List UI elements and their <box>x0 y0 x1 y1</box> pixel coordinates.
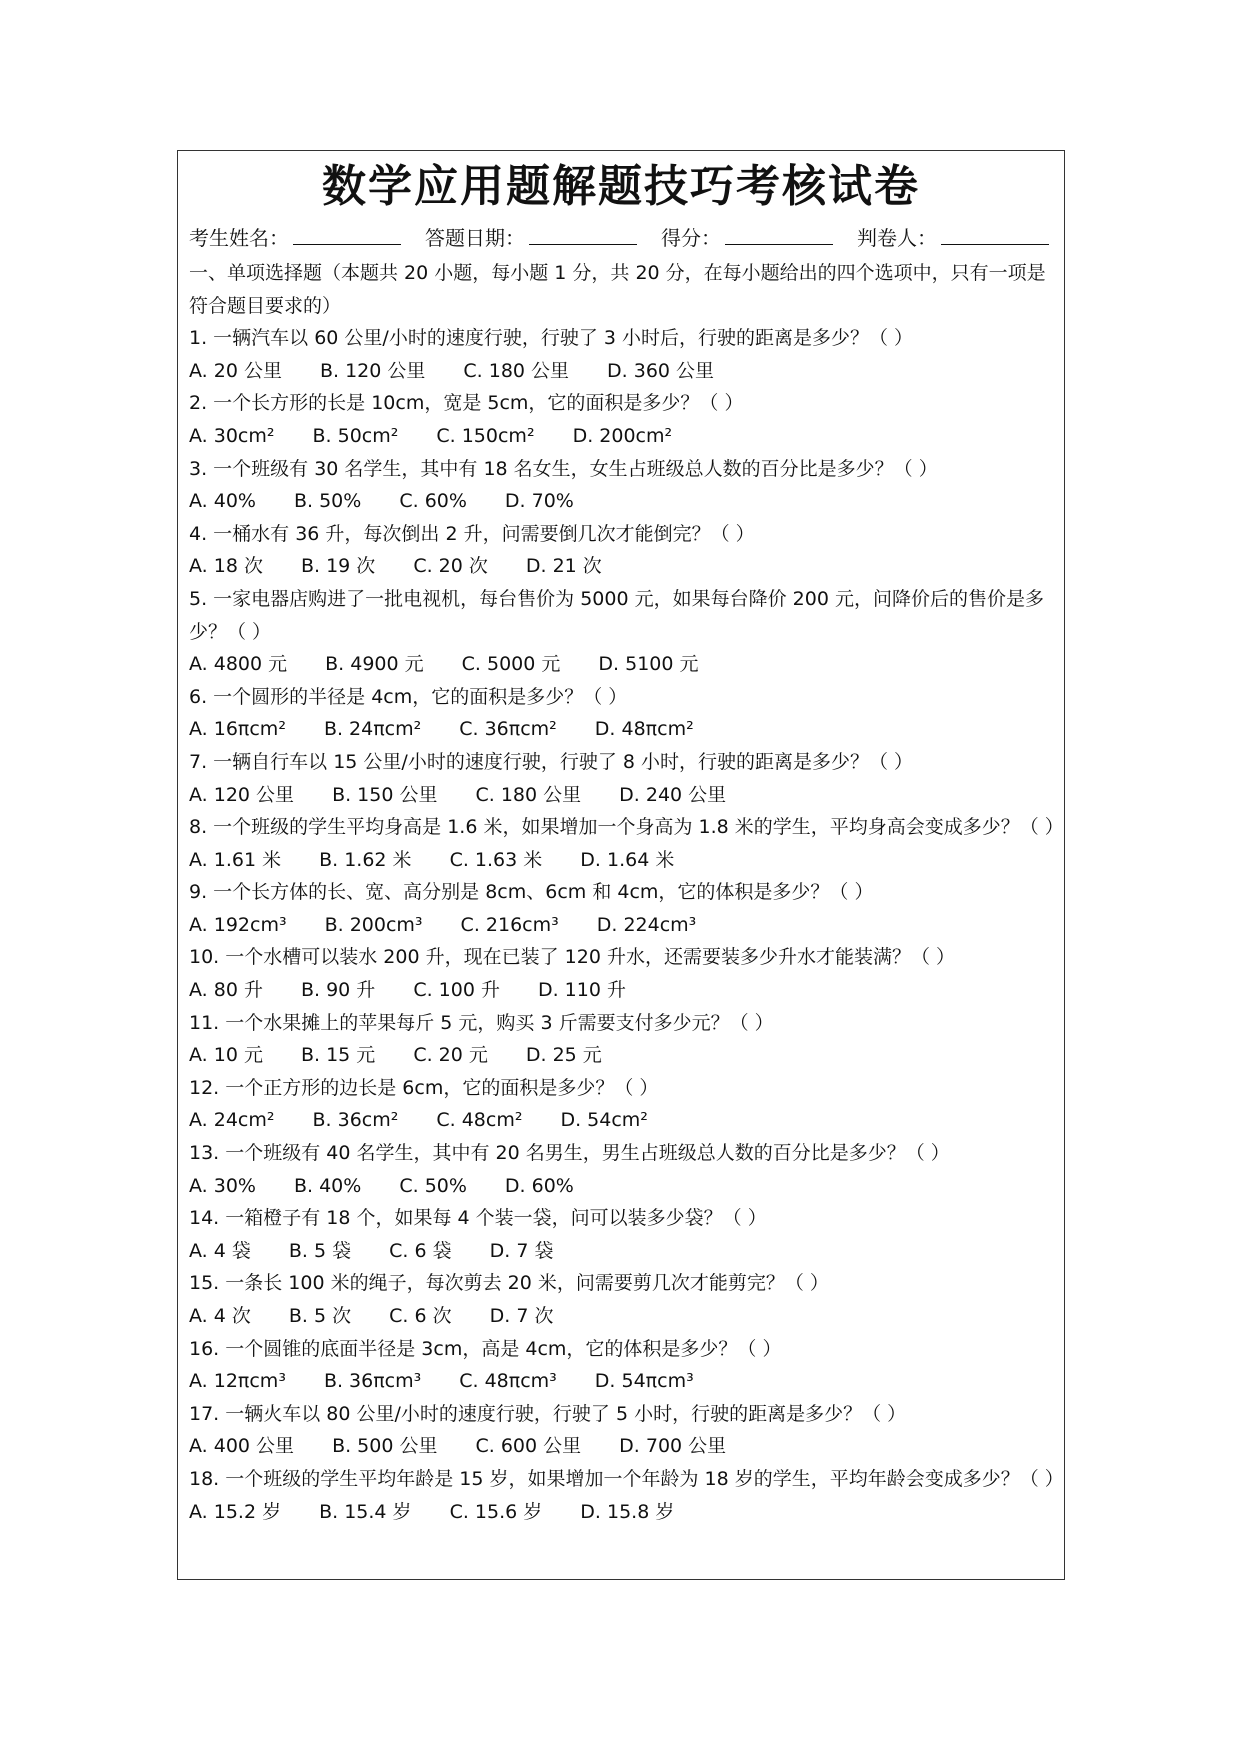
option-c[interactable]: C. 20 元 <box>413 1044 488 1067</box>
option-c[interactable]: C. 6 次 <box>389 1305 452 1327</box>
question-options <box>189 974 1059 1007</box>
option-a[interactable]: A. 30cm² <box>189 424 275 447</box>
option-a[interactable]: A. 4 次 <box>189 1305 251 1327</box>
question-item <box>189 1267 1059 1332</box>
option-a[interactable]: A. 192cm³ <box>189 913 287 936</box>
option-a[interactable]: A. 1.61 米 <box>189 848 282 871</box>
question-item <box>189 387 1059 452</box>
option-c[interactable]: C. 180 公里 <box>475 783 582 806</box>
option-a[interactable]: A. 120 公里 <box>189 783 295 806</box>
exam-title: 数学应用题解题技巧考核试卷 <box>322 161 920 212</box>
question-text: 9. 一个长方体的长、宽、高分别是 8cm、6cm 和 4cm，它的体积是多少？（ ） <box>189 881 874 904</box>
option-c[interactable]: C. 180 公里 <box>463 359 570 382</box>
option-b[interactable]: B. 150 公里 <box>332 783 438 806</box>
option-c[interactable]: C. 216cm³ <box>460 913 559 936</box>
option-b[interactable]: B. 36πcm³ <box>323 1370 422 1393</box>
option-d[interactable]: D. 110 升 <box>537 979 626 1002</box>
exam-sheet <box>177 150 1065 1580</box>
question-item <box>189 1137 1059 1202</box>
option-a[interactable]: A. 18 次 <box>189 555 263 578</box>
option-b[interactable]: B. 36cm² <box>312 1109 399 1132</box>
option-b[interactable]: B. 1.62 米 <box>319 848 412 871</box>
candidate-info-row <box>189 223 1073 253</box>
question-text: 8. 一个班级的学生平均身高是 1.6 米，如果增加一个身高为 1.8 米的学生，平均身高会变成多少？（ ） <box>189 816 1064 839</box>
question-item <box>189 322 1059 387</box>
question-text: 3. 一个班级有 30 名学生，其中有 18 名女生，女生占班级总人数的百分比是多少？（ ） <box>189 457 938 480</box>
info-date <box>425 226 649 250</box>
option-c[interactable]: C. 100 升 <box>413 979 500 1002</box>
option-d[interactable]: D. 54cm² <box>560 1109 648 1132</box>
option-c[interactable]: C. 600 公里 <box>475 1435 582 1458</box>
option-b[interactable]: B. 15 元 <box>300 1044 376 1067</box>
question-text: 14. 一箱橙子有 18 个，如果每 4 个装一袋，问可以装多少袋？（ ） <box>189 1207 767 1230</box>
question-text: 5. 一家电器店购进了一批电视机，每台售价为 5000 元，如果每台降价 200 元，问降价后的售价是多少？（ ） <box>189 587 1044 643</box>
option-a[interactable]: A. 4 袋 <box>189 1239 251 1262</box>
question-text: 1. 一辆汽车以 60 公里/小时的速度行驶，行驶了 3 小时后，行驶的距离是多少？（ ） <box>189 327 914 350</box>
question-options <box>189 1104 1059 1137</box>
option-d[interactable]: D. 700 公里 <box>619 1435 727 1458</box>
question-list <box>189 322 1064 1528</box>
question-options <box>189 909 1059 942</box>
question-text: 12. 一个正方形的边长是 6cm，它的面积是多少？（ ） <box>189 1076 659 1099</box>
info-date-label: 答题日期： <box>425 226 525 250</box>
option-a[interactable]: A. 10 元 <box>189 1044 263 1067</box>
option-d[interactable]: D. 54πcm³ <box>594 1370 694 1393</box>
question-text: 18. 一个班级的学生平均年龄是 15 岁，如果增加一个年龄为 18 岁的学生，平均年龄会变成多少？（ ） <box>189 1467 1064 1490</box>
option-d[interactable]: D. 7 次 <box>489 1305 554 1327</box>
question-options <box>189 1300 1059 1333</box>
name-blank[interactable] <box>293 224 401 245</box>
question-content <box>189 257 1064 1528</box>
option-b[interactable]: B. 200cm³ <box>324 913 423 936</box>
option-b[interactable]: B. 40% <box>293 1174 362 1197</box>
info-grader-label: 判卷人： <box>857 226 937 250</box>
question-options <box>189 355 1059 388</box>
question-options <box>189 550 1059 583</box>
question-options <box>189 648 1059 681</box>
question-options <box>189 1170 1059 1203</box>
score-blank[interactable] <box>725 224 833 245</box>
question-item <box>189 941 1059 1006</box>
option-b[interactable]: B. 500 公里 <box>332 1435 438 1458</box>
question-options <box>189 1496 1059 1529</box>
question-text: 2. 一个长方形的长是 10cm，宽是 5cm，它的面积是多少？（ ） <box>189 392 744 415</box>
option-d[interactable]: D. 60% <box>504 1174 574 1197</box>
question-item <box>189 811 1064 876</box>
question-options <box>189 713 1059 746</box>
question-text: 11. 一个水果摊上的苹果每斤 5 元，购买 3 斤需要支付多少元？（ ） <box>189 1011 774 1034</box>
option-a[interactable]: A. 16πcm² <box>189 718 286 741</box>
option-c[interactable]: C. 50% <box>399 1174 467 1197</box>
option-c[interactable]: C. 36πcm² <box>459 718 557 741</box>
option-c[interactable]: C. 60% <box>399 490 467 513</box>
question-item <box>189 1398 1059 1463</box>
info-score-label: 得分： <box>661 226 721 250</box>
question-item <box>189 1333 1059 1398</box>
option-b[interactable]: B. 90 升 <box>300 979 376 1002</box>
option-c[interactable]: C. 48πcm³ <box>459 1370 557 1393</box>
question-text: 7. 一辆自行车以 15 公里/小时的速度行驶，行驶了 8 小时，行驶的距离是多少？（ ） <box>189 750 914 773</box>
option-c[interactable]: C. 150cm² <box>436 424 535 447</box>
question-text: 16. 一个圆锥的底面半径是 3cm，高是 4cm，它的体积是多少？（ ） <box>189 1337 782 1360</box>
question-text: 13. 一个班级有 40 名学生，其中有 20 名男生，男生占班级总人数的百分比是多少？（ ） <box>189 1142 950 1165</box>
option-d[interactable]: D. 360 公里 <box>607 359 715 382</box>
option-d[interactable]: D. 240 公里 <box>619 783 727 806</box>
option-d[interactable]: D. 48πcm² <box>594 718 694 741</box>
option-d[interactable]: D. 15.8 岁 <box>580 1500 675 1523</box>
question-item <box>189 518 1059 583</box>
question-text: 4. 一桶水有 36 升，每次倒出 2 升，问需要倒几次才能倒完？（ ） <box>189 522 755 545</box>
question-item <box>189 583 1059 681</box>
option-b[interactable]: B. 120 公里 <box>319 359 426 382</box>
option-a[interactable]: A. 40% <box>189 490 256 513</box>
question-options <box>189 485 1059 518</box>
option-c[interactable]: C. 48cm² <box>436 1109 523 1132</box>
question-item <box>189 746 1059 811</box>
option-a[interactable]: A. 30% <box>189 1174 256 1197</box>
question-item <box>189 681 1059 746</box>
option-d[interactable]: D. 21 次 <box>525 555 602 578</box>
question-options <box>189 1235 1059 1268</box>
option-b[interactable]: B. 15.4 岁 <box>319 1500 412 1523</box>
option-c[interactable]: C. 1.63 米 <box>449 848 543 871</box>
question-item <box>189 1463 1064 1528</box>
option-a[interactable]: A. 400 公里 <box>189 1435 295 1458</box>
option-b[interactable]: B. 19 次 <box>300 555 376 578</box>
info-grader <box>857 226 1061 250</box>
option-a[interactable]: A. 20 公里 <box>189 359 282 382</box>
option-c[interactable]: C. 20 次 <box>413 555 488 578</box>
question-item <box>189 453 1059 518</box>
question-item <box>189 1202 1059 1267</box>
info-name <box>189 226 413 250</box>
question-text: 10. 一个水槽可以装水 200 升，现在已装了 120 升水，还需要装多少升水才能装满？（ ） <box>189 946 955 969</box>
question-options <box>189 1039 1059 1072</box>
option-a[interactable]: A. 24cm² <box>189 1109 275 1132</box>
option-d[interactable]: D. 25 元 <box>525 1044 602 1067</box>
option-a[interactable]: A. 4800 元 <box>189 653 288 676</box>
option-d[interactable]: D. 70% <box>504 490 574 513</box>
section-heading: 一、单项选择题（本题共 20 小题，每小题 1 分，共 20 分，在每小题给出的四个选项中，只有一项是符合题目要求的） <box>189 262 1046 317</box>
question-options <box>189 779 1059 812</box>
option-b[interactable]: B. 5 袋 <box>288 1239 352 1262</box>
date-blank[interactable] <box>529 224 637 245</box>
question-options <box>189 1365 1059 1398</box>
option-d[interactable]: D. 200cm² <box>572 424 673 447</box>
option-c[interactable]: C. 6 袋 <box>389 1239 452 1262</box>
option-a[interactable]: A. 15.2 岁 <box>189 1500 282 1523</box>
option-b[interactable]: B. 50% <box>293 490 362 513</box>
question-item <box>189 1072 1059 1137</box>
option-b[interactable]: B. 5 次 <box>288 1305 352 1327</box>
option-d[interactable]: D. 5100 元 <box>598 653 699 676</box>
question-item <box>189 1007 1059 1072</box>
question-options <box>189 844 1059 877</box>
option-b[interactable]: B. 24πcm² <box>323 718 422 741</box>
option-a[interactable]: A. 12πcm³ <box>189 1370 286 1393</box>
question-text: 15. 一条长 100 米的绳子，每次剪去 20 米，问需要剪几次才能剪完？（ ） <box>189 1272 829 1295</box>
question-options <box>189 420 1059 453</box>
option-b[interactable]: B. 4900 元 <box>325 653 424 676</box>
info-name-label: 考生姓名： <box>189 226 289 250</box>
grader-blank[interactable] <box>941 224 1049 245</box>
question-text: 17. 一辆火车以 80 公里/小时的速度行驶，行驶了 5 小时，行驶的距离是多少？（ ） <box>189 1402 907 1425</box>
option-a[interactable]: A. 80 升 <box>189 979 263 1002</box>
question-options <box>189 1430 1059 1463</box>
option-b[interactable]: B. 50cm² <box>312 424 399 447</box>
question-text: 6. 一个圆形的半径是 4cm，它的面积是多少？（ ） <box>189 685 628 708</box>
option-c[interactable]: C. 5000 元 <box>461 653 561 676</box>
option-d[interactable]: D. 224cm³ <box>596 913 697 936</box>
option-d[interactable]: D. 1.64 米 <box>580 848 675 871</box>
option-d[interactable]: D. 7 袋 <box>489 1239 554 1262</box>
question-item <box>189 876 1059 941</box>
option-c[interactable]: C. 15.6 岁 <box>449 1500 543 1523</box>
info-score <box>661 226 845 250</box>
